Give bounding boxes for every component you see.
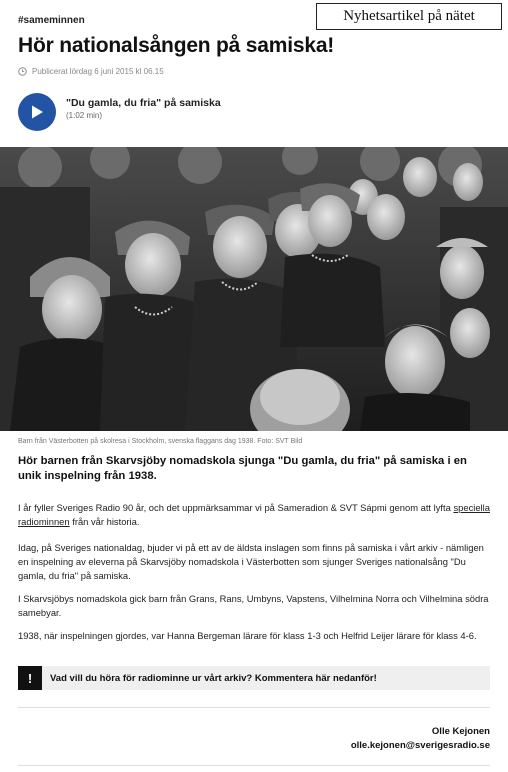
paragraph-1 bbox=[18, 501, 492, 529]
clock-icon bbox=[18, 67, 27, 76]
image-caption: Barn från Västerbotten på skolresa i Stockholm, svenska flaggans dag 1938. Foto: SVT Bild bbox=[18, 438, 303, 445]
overlay-label: Nyhetsartikel på nätet bbox=[316, 3, 502, 30]
author-email[interactable]: olle.kejonen@sverigesradio.se bbox=[350, 740, 490, 751]
page-title: Hör nationalsången på samiska! bbox=[18, 34, 335, 57]
paragraph-2: Idag, på Sveriges nationaldag, bjuder vi på ett av de äldsta inslagen som finns på samiska i vårt arkiv - nämligen en inspelning av eleverna på Skarvsjöby nomadskola i Västerbotten som sjunger Sveriges nationalsång "Du gamla, du fria" på samiska. bbox=[18, 542, 484, 581]
exclamation-icon: ! bbox=[18, 666, 42, 690]
play-button[interactable] bbox=[18, 93, 56, 131]
publish-date bbox=[18, 67, 164, 76]
audio-duration: (1:02 min) bbox=[66, 110, 103, 120]
photo-children-1938 bbox=[0, 147, 508, 431]
author-block bbox=[351, 725, 490, 753]
comment-callout bbox=[18, 666, 490, 690]
author-name: Olle Kejonen bbox=[431, 726, 490, 737]
paragraph-4: 1938, när inspelningen gjordes, var Hanna Bergeman lärare för klass 1-3 och Helfrid Leijer lärare för klass 4-6. bbox=[18, 630, 477, 641]
paragraph-3: I Skarvsjöbys nomadskola gick barn från Grans, Rans, Umbyns, Vapstens, Vilhelmina Norra och Vilhelmina södra samebyar. bbox=[18, 593, 489, 618]
callout-text: Vad vill du höra för radiominne ur vårt arkiv? Kommentera här nedanför! bbox=[50, 672, 377, 684]
article-tag[interactable]: #sameminnen bbox=[18, 15, 85, 26]
paragraph-1-text-a: I år fyller Sveriges Radio 90 år, och det uppmärksammar vi på Sameradion & SVT Sápmi genom att lyfta bbox=[18, 502, 454, 513]
radio-memories-link[interactable]: speciella radiominnen bbox=[18, 502, 490, 527]
play-icon bbox=[30, 104, 44, 120]
hero-photo bbox=[0, 147, 508, 431]
paragraph-1-text-b: från vår historia. bbox=[69, 516, 140, 527]
divider bbox=[18, 707, 490, 708]
audio-player bbox=[18, 93, 221, 131]
article-lead: Hör barnen från Skarvsjöby nomadskola sjunga "Du gamla, du fria" på samiska i en unik inspelning från 1938. bbox=[18, 455, 467, 482]
audio-title[interactable]: "Du gamla, du fria" på samiska bbox=[66, 96, 221, 109]
publish-date-text: Publicerat lördag 6 juni 2015 kl 06.15 bbox=[32, 67, 164, 76]
audio-meta bbox=[66, 97, 221, 120]
divider-bottom bbox=[18, 765, 490, 766]
